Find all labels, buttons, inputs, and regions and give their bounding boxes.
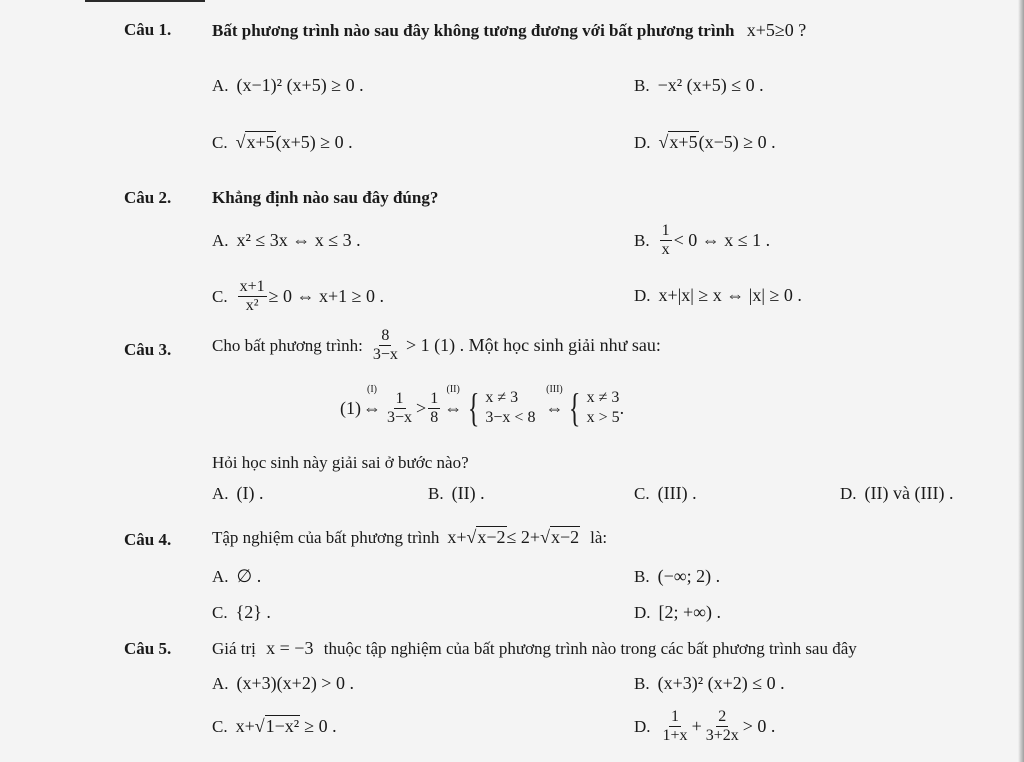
- q3-option-d[interactable]: [840, 483, 953, 504]
- q1-text: [212, 20, 806, 41]
- q3-text-after: > 1 (1) . Một học sinh giải như sau:: [405, 335, 661, 355]
- q3-option-c[interactable]: [634, 483, 697, 504]
- denominator: x²: [245, 297, 259, 314]
- numerator: 2: [718, 708, 727, 725]
- solution-fraction-2: [428, 390, 440, 427]
- option-math: x² ≤ 3x ⇔ x ≤ 3 .: [236, 230, 361, 250]
- step-label-3: (III): [546, 383, 563, 395]
- q5-number: Câu 5.: [124, 639, 172, 658]
- numerator: 1: [671, 708, 680, 725]
- page-edge-shadow: [1018, 0, 1024, 762]
- option-math: x+|x| ≥ x ⇔ |x| ≥ 0 .: [658, 285, 802, 305]
- system-line: x > 5: [586, 409, 620, 426]
- q5-option-a[interactable]: [212, 673, 354, 694]
- step-label-1: (I): [367, 383, 377, 395]
- system-1: { x ≠ 3 3−x < 8: [468, 385, 536, 430]
- option-letter: A.: [212, 673, 229, 693]
- q3-solution: [340, 383, 625, 430]
- q1-option-b[interactable]: [634, 75, 764, 96]
- q4-math-part: x+: [447, 527, 467, 547]
- equiv-arrow-2: ⇔ (II): [444, 383, 463, 418]
- fraction: [660, 222, 672, 259]
- radicand: x−2: [550, 527, 580, 547]
- fraction: [661, 708, 690, 745]
- solution-start: (1): [340, 397, 361, 418]
- option-letter: A.: [212, 483, 229, 503]
- q1-math: x+5≥0 ?: [746, 20, 807, 40]
- option-letter: B.: [634, 673, 650, 693]
- numerator: 1: [430, 389, 439, 407]
- q5-option-c[interactable]: [212, 716, 337, 737]
- option-letter: B.: [634, 75, 650, 95]
- radicand: x−2: [477, 527, 506, 547]
- sqrt-expression: √x+5: [235, 132, 275, 152]
- option-math: −x² (x+5) ≤ 0 .: [657, 75, 764, 95]
- sqrt-expression: √x−2: [540, 527, 580, 547]
- system-line: 3−x < 8: [485, 409, 536, 426]
- q5-text-a: Giá trị: [212, 639, 256, 658]
- option-letter: C.: [212, 132, 228, 152]
- q5-option-b[interactable]: [634, 673, 785, 694]
- option-math-rest: < 0 ⇔ x ≤ 1 .: [673, 230, 771, 250]
- system-line: x ≠ 3: [485, 389, 519, 406]
- q5-text: [212, 638, 857, 659]
- numerator: x+1: [239, 278, 265, 295]
- q4-option-a[interactable]: [212, 566, 261, 587]
- q1-option-d[interactable]: [634, 132, 776, 153]
- q4-option-d[interactable]: [634, 602, 721, 623]
- solution-fraction-1: [385, 390, 414, 427]
- greater-than: >: [416, 397, 427, 418]
- option-letter: C.: [212, 286, 228, 306]
- denominator: 3−x: [387, 408, 413, 426]
- q2-option-c[interactable]: [212, 278, 384, 315]
- system-line: x ≠ 3: [586, 389, 620, 406]
- option-math: (x+3)² (x+2) ≤ 0 .: [657, 673, 785, 693]
- q4-math-part: ≤ 2+: [506, 527, 541, 547]
- option-math-rest: (x−5) ≥ 0 .: [698, 132, 776, 152]
- radicand: x+5: [669, 132, 698, 152]
- option-math: (I) .: [236, 483, 264, 503]
- option-math: {2} .: [235, 602, 271, 622]
- q1-text-body: Bất phương trình nào sau đây không tương đương với bất phương trình: [212, 21, 735, 40]
- option-math-pre: x+: [235, 716, 255, 736]
- option-letter: C.: [212, 602, 228, 622]
- q3-option-a[interactable]: [212, 483, 264, 504]
- option-math-rest: ≥ 0 .: [304, 716, 337, 736]
- option-letter: A.: [212, 566, 229, 586]
- option-letter: C.: [212, 716, 228, 736]
- option-letter: B.: [634, 230, 650, 250]
- solution-end: .: [619, 397, 625, 418]
- q4-text-body: Tập nghiệm của bất phương trình: [212, 527, 440, 547]
- sqrt-expression: √1−x²: [254, 716, 300, 736]
- option-letter: A.: [212, 75, 229, 95]
- denominator: 3+2x: [705, 727, 739, 744]
- q1-option-c[interactable]: [212, 132, 353, 153]
- option-letter: D.: [634, 132, 651, 152]
- option-math-rest: (x+5) ≥ 0 .: [275, 132, 353, 152]
- denominator: x: [661, 241, 670, 258]
- option-math: (x−1)² (x+5) ≥ 0 .: [236, 75, 364, 95]
- equiv-arrow-1: ⇔ (I): [363, 383, 381, 418]
- q3-ask: Hỏi học sinh này giải sai ở bước nào?: [212, 453, 469, 472]
- q3-text-body: Cho bất phương trình:: [212, 335, 363, 355]
- numerator: 8: [381, 327, 390, 344]
- radicand: x+5: [246, 132, 275, 152]
- denominator: 8: [430, 408, 439, 426]
- denominator: 1+x: [662, 727, 688, 744]
- q1-option-a[interactable]: [212, 75, 364, 96]
- option-math: (III) .: [657, 483, 697, 503]
- q4-option-b[interactable]: [634, 566, 720, 587]
- fraction: [238, 278, 267, 315]
- q2-option-b[interactable]: [634, 222, 770, 259]
- q5-option-d[interactable]: [634, 708, 775, 745]
- plus-sign: +: [691, 716, 702, 736]
- option-letter: D.: [840, 483, 857, 503]
- q4-text: [212, 527, 607, 548]
- option-math: ∅ .: [236, 566, 262, 586]
- q4-option-c[interactable]: [212, 602, 271, 623]
- system-2: { x ≠ 3 x > 5: [569, 385, 620, 430]
- option-math-rest: ≥ 0 ⇔ x+1 ≥ 0 .: [268, 286, 385, 306]
- radicand: 1−x²: [265, 716, 300, 736]
- numerator: 1: [661, 222, 670, 239]
- q1-number: Câu 1.: [124, 20, 172, 39]
- equiv-arrow-3: ⇔ (III): [545, 383, 564, 418]
- top-rule: [85, 0, 205, 2]
- option-math: (x+3)(x+2) > 0 .: [236, 673, 354, 693]
- option-letter: B.: [634, 566, 650, 586]
- q5-math: x = −3: [266, 638, 314, 658]
- option-letter: D.: [634, 285, 651, 305]
- q4-number: Câu 4.: [124, 530, 172, 549]
- option-math-rest: > 0 .: [742, 716, 776, 736]
- option-math: (−∞; 2) .: [657, 566, 721, 586]
- q2-option-a[interactable]: [212, 230, 361, 251]
- q5-text-b: thuộc tập nghiệm của bất phương trình nào trong các bất phương trình sau đây: [323, 639, 857, 658]
- q2-number: Câu 2.: [124, 188, 172, 207]
- option-letter: D.: [634, 602, 651, 622]
- q2-text: Khẳng định nào sau đây đúng?: [212, 188, 439, 207]
- q3-fraction: [371, 327, 400, 364]
- step-label-2: (II): [446, 383, 460, 395]
- option-math: [2; +∞) .: [658, 602, 722, 622]
- numerator: 1: [395, 389, 404, 407]
- q2-option-d[interactable]: [634, 285, 802, 306]
- option-letter: C.: [634, 483, 650, 503]
- option-letter: B.: [428, 483, 444, 503]
- option-math: (II) và (III) .: [864, 483, 954, 503]
- fraction: [704, 708, 741, 745]
- denominator: 3−x: [372, 346, 398, 363]
- q3-text: [212, 327, 661, 364]
- option-letter: A.: [212, 230, 229, 250]
- q4-tail: là:: [590, 527, 608, 547]
- option-math: (II) .: [451, 483, 485, 503]
- sqrt-expression: √x−2: [466, 527, 506, 547]
- sqrt-expression: √x+5: [658, 132, 698, 152]
- option-letter: D.: [634, 716, 651, 736]
- q3-option-b[interactable]: [428, 483, 485, 504]
- q3-number: Câu 3.: [124, 340, 172, 359]
